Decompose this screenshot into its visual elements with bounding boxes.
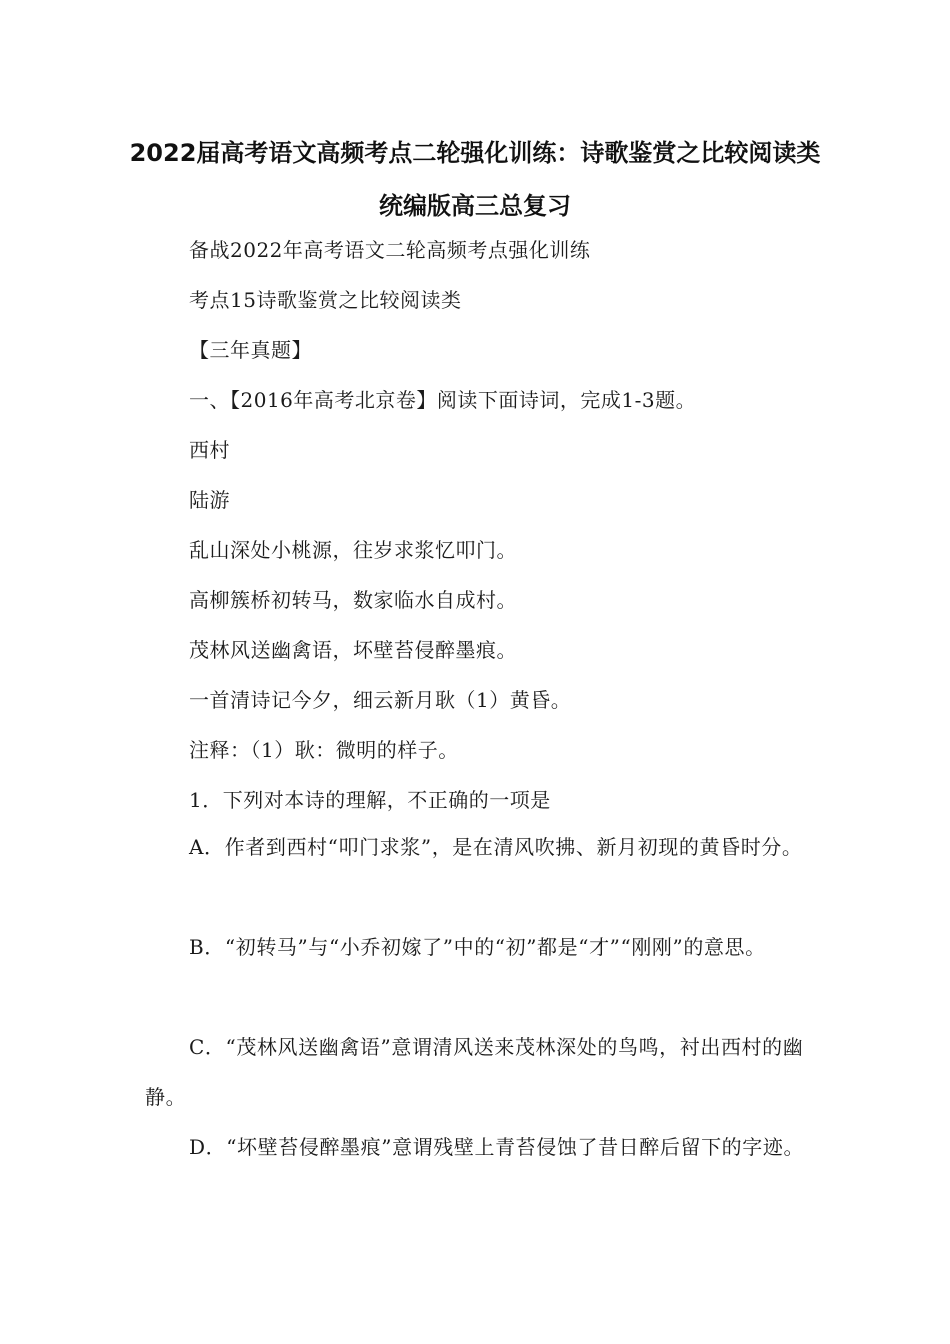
intro-text: 备战2022年高考语文二轮高频考点强化训练 xyxy=(189,238,591,262)
poem-title: 西村 xyxy=(189,438,230,462)
poem-line: 一首清诗记今夕，细云新月耿（1）黄昏。 xyxy=(189,688,572,712)
poem-line: 乱山深处小桃源，往岁求浆忆叩门。 xyxy=(189,538,517,562)
document-title-line-2: 统编版高三总复习 xyxy=(379,192,571,220)
question-1: 1．下列对本诗的理解，不正确的一项是 xyxy=(189,788,551,812)
poem-author: 陆游 xyxy=(189,488,230,512)
option-a: A．作者到西村“叩门求浆”，是在清风吹拂、新月初现的黄昏时分。 xyxy=(189,835,803,859)
poem-line: 高柳簇桥初转马，数家临水自成村。 xyxy=(189,588,517,612)
option-b: B．“初转马”与“小乔初嫁了”中的“初”都是“才”“刚刚”的意思。 xyxy=(189,935,766,959)
document-title-line-1: 2022届高考语文高频考点二轮强化训练：诗歌鉴赏之比较阅读类 xyxy=(129,139,821,167)
option-c: C．“茂林风送幽禽语”意谓清风送来茂林深处的鸟鸣，衬出西村的幽静。 xyxy=(145,1035,804,1109)
question-intro: 一、【2016年高考北京卷】阅读下面诗词，完成1-3题。 xyxy=(189,388,697,412)
poem-line: 茂林风送幽禽语，坏壁苔侵醉墨痕。 xyxy=(189,638,517,662)
section-heading: 【三年真题】 xyxy=(189,338,312,362)
topic-text: 考点15诗歌鉴赏之比较阅读类 xyxy=(189,288,462,312)
poem-note: 注释：（1）耿：微明的样子。 xyxy=(189,738,459,762)
option-d: D．“坏壁苔侵醉墨痕”意谓残壁上青苔侵蚀了昔日醉后留下的字迹。 xyxy=(189,1135,805,1159)
